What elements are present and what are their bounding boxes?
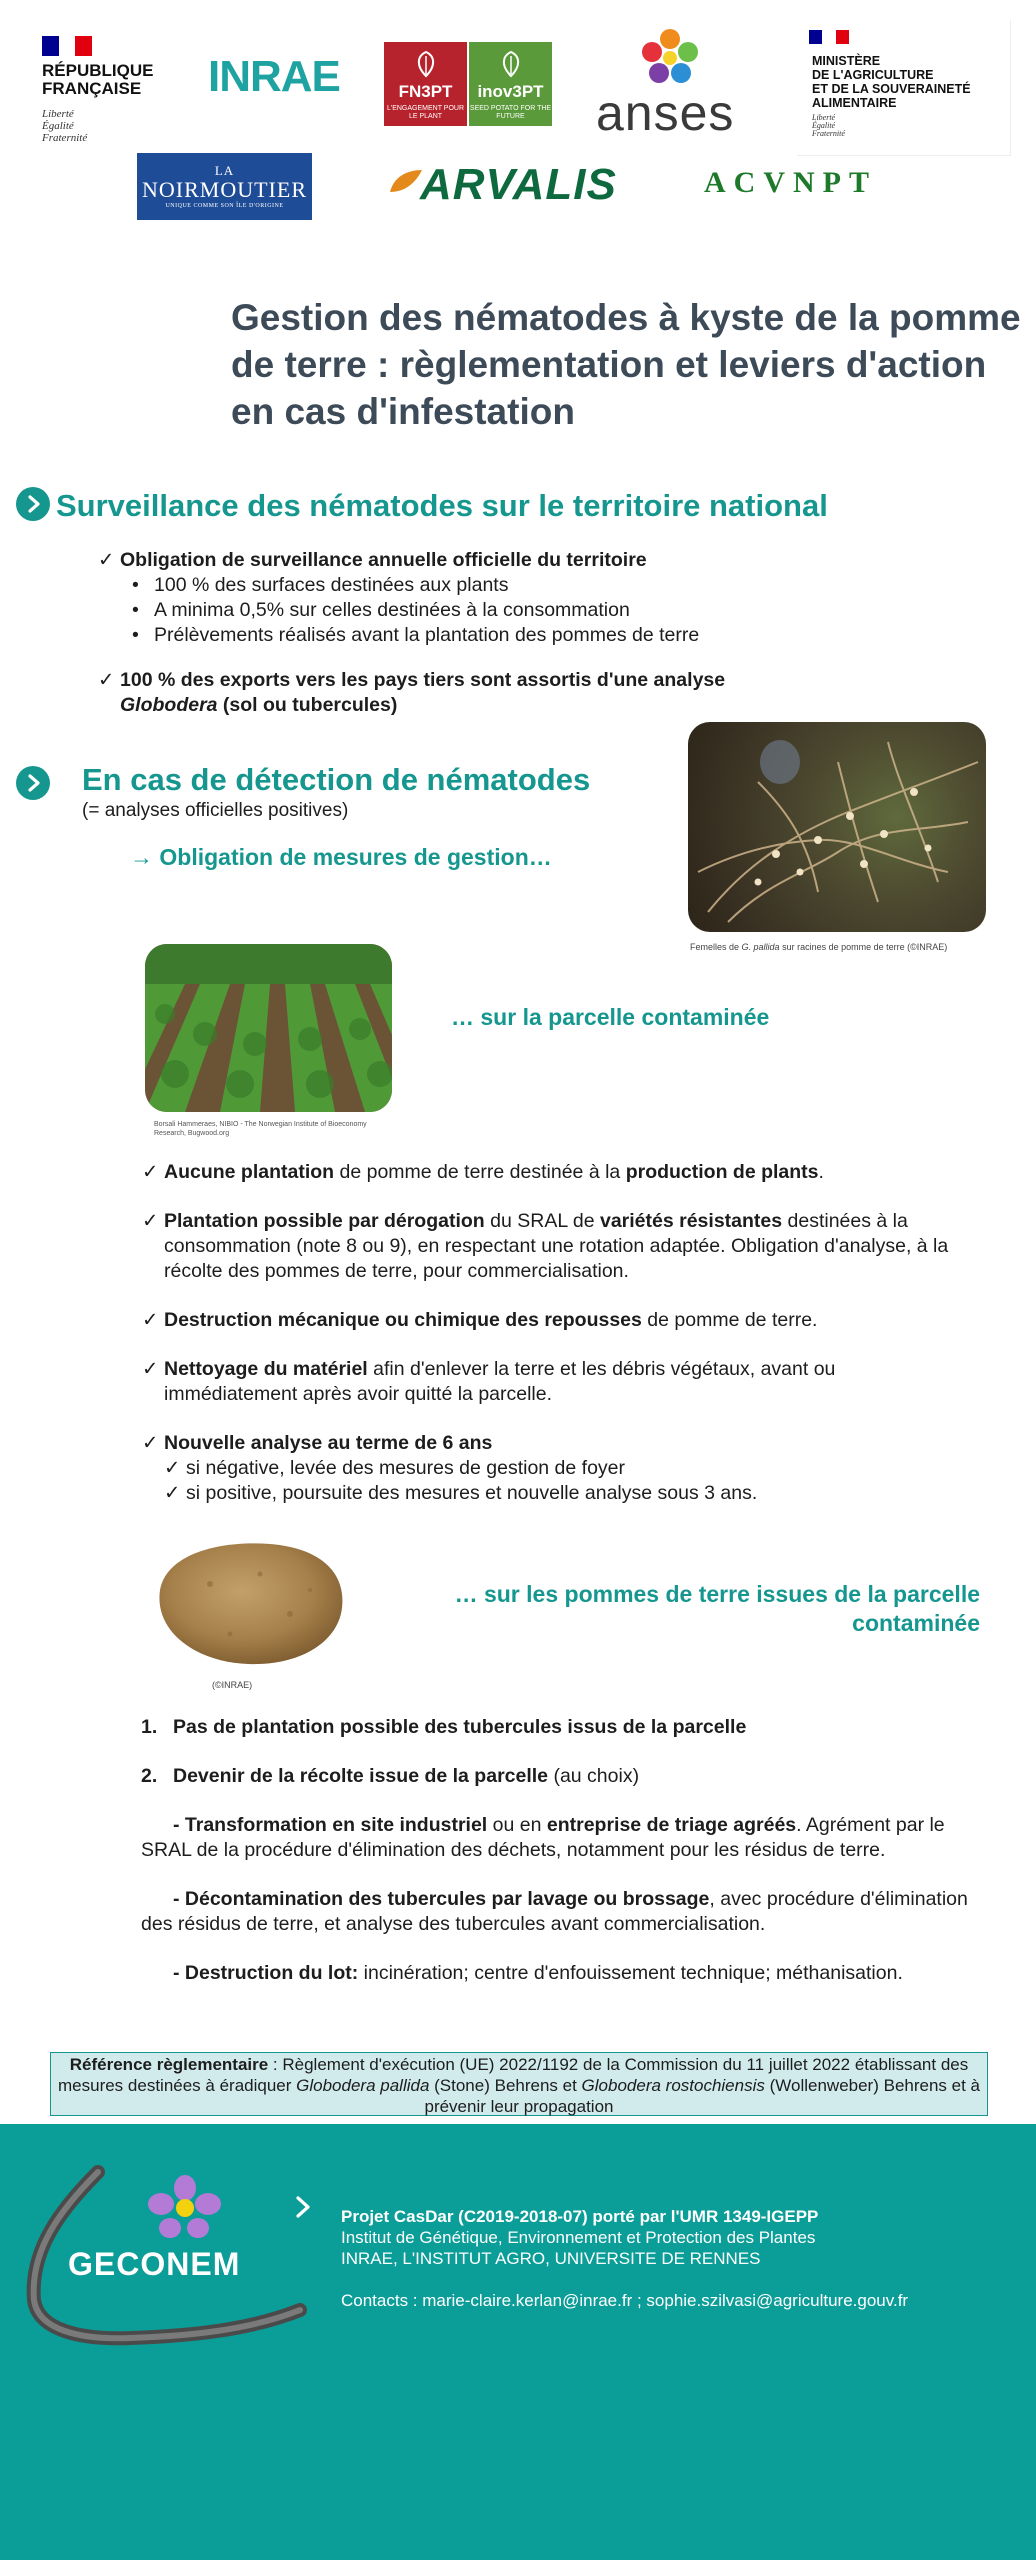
french-flag-icon bbox=[809, 30, 849, 44]
surveillance-obligation: ✓ Obligation de surveillance annuelle officielle du territoire bbox=[98, 548, 938, 573]
inov3pt-tagline: SEED POTATO FOR THE FUTURE bbox=[469, 105, 552, 120]
potato-flower-icon bbox=[148, 2174, 222, 2238]
footer-contacts: Contacts : marie-claire.kerlan@inrae.fr ; sophie.szilvasi@agriculture.gouv.fr bbox=[341, 2291, 909, 2310]
parcelle-heading: … sur la parcelle contaminée bbox=[451, 1004, 770, 1030]
photo-potato bbox=[140, 1534, 352, 1672]
leaf-icon bbox=[413, 50, 439, 78]
rf-motto1: Liberté bbox=[42, 108, 74, 120]
photo-roots bbox=[688, 722, 986, 932]
ministere-line4: ALIMENTAIRE bbox=[812, 96, 897, 110]
photo-roots-caption: Femelles de G. pallida sur racines de pomme de terre (©INRAE) bbox=[690, 942, 948, 952]
pdt-heading: … sur les pommes de terre issues de la parcelle contaminée bbox=[454, 1581, 980, 1636]
ministere-line3: ET DE LA SOUVERAINETÉ bbox=[812, 82, 971, 96]
chevron-right-icon bbox=[16, 487, 50, 521]
logo-arvalis: ARVALIS bbox=[420, 160, 617, 209]
chevron-right-icon bbox=[292, 2196, 314, 2218]
photo-potato-caption: (©INRAE) bbox=[212, 1680, 253, 1690]
french-flag-icon bbox=[42, 36, 92, 56]
footer bbox=[0, 2124, 1036, 2560]
ministere-motto3: Fraternité bbox=[812, 129, 845, 138]
arvalis-leaf-icon bbox=[388, 168, 424, 194]
chevron-right-icon bbox=[16, 766, 50, 800]
list-item: - Transformation en site industriel ou en entreprise de triage agréés. Agrément par le SRAL de la procédure d'élimination des déchets, notamment pour les résidus de terre. bbox=[141, 1814, 945, 1861]
list-item: - Destruction du lot: incinération; centre d'enfouissement technique; méthanisation. bbox=[173, 1962, 903, 1984]
obligation-gestion: → Obligation de mesures de gestion… bbox=[130, 844, 552, 870]
surveillance-list bbox=[122, 573, 938, 648]
logo-anses: anses bbox=[596, 85, 735, 141]
fn3pt-name: FN3PT bbox=[398, 82, 453, 101]
list-item: ✓ si positive, poursuite des mesures et nouvelle analyse sous 3 ans. bbox=[164, 1481, 972, 1506]
reference-box: Référence règlementaire : Règlement d'exécution (UE) 2022/1192 de la Commission du 11 juillet 2022 établissant des mesures destinées à éradiquer Globodera pallida (Stone) Behrens et Globodera rostochiensis (Wollenweber) Behrens et à prévenir leur propagation bbox=[50, 2052, 988, 2116]
noir-line3: UNIQUE COMME SON ÎLE D'ORIGINE bbox=[165, 203, 284, 209]
footer-brand: GECONEM bbox=[68, 2246, 241, 2282]
footer-project: Projet CasDar (C2019-2018-07) porté par l'UMR 1349-IGEPP bbox=[341, 2207, 819, 2226]
list-item: ✓ Destruction mécanique ou chimique des repousses de pomme de terre. bbox=[142, 1308, 972, 1333]
fn3pt-tagline: L'ENGAGEMENT POUR LE PLANT bbox=[386, 105, 465, 120]
section-surveillance-heading: Surveillance des nématodes sur le territoire national bbox=[56, 488, 828, 523]
footer-partners: INRAE, L'INSTITUT AGRO, UNIVERSITE DE RENNES bbox=[341, 2249, 761, 2268]
parcelle-measures bbox=[142, 1160, 972, 1506]
rf-motto2: Égalité bbox=[42, 120, 74, 132]
surveillance-block bbox=[98, 548, 938, 718]
harvest-measures bbox=[141, 1715, 981, 1986]
logo-acvnpt: ACVNPT bbox=[704, 166, 877, 199]
list-item: - Décontamination des tubercules par lavage ou brossage, avec procédure d'élimination des résidus de terre, et analyse des tubercules avant commercialisation. bbox=[141, 1888, 968, 1935]
list-item: • 100 % des surfaces destinées aux plants bbox=[122, 573, 938, 598]
list-item: ✓ Aucune plantation de pomme de terre destinée à la production de plants. bbox=[142, 1160, 972, 1185]
list-item: ✓ Nouvelle analyse au terme de 6 ans bbox=[142, 1431, 972, 1456]
detection-subheading: (= analyses officielles positives) bbox=[82, 800, 349, 821]
ministere-motto2: Égalité bbox=[812, 121, 836, 130]
list-item: • Prélèvements réalisés avant la plantation des pommes de terre bbox=[122, 623, 938, 648]
rf-motto3: Fraternité bbox=[42, 132, 88, 144]
reference-label: Référence règlementaire bbox=[69, 2055, 269, 2074]
inov3pt-name: inov3PT bbox=[477, 82, 544, 101]
list-item: 2. Devenir de la récolte issue de la parcelle (au choix) bbox=[141, 1765, 640, 1787]
ministere-line2: DE L'AGRICULTURE bbox=[812, 68, 934, 82]
ministere-motto1: Liberté bbox=[812, 113, 836, 122]
logo-fn3pt bbox=[384, 42, 467, 126]
list-item: ✓ si négative, levée des mesures de gestion de foyer bbox=[164, 1456, 972, 1481]
anses-flower-icon bbox=[640, 28, 700, 88]
footer-institute: Institut de Génétique, Environnement et Protection des Plantes bbox=[341, 2228, 816, 2247]
list-item: 1. Pas de plantation possible des tubercules issus de la parcelle bbox=[141, 1716, 747, 1738]
page-title: Gestion des nématodes à kyste de la pomme de terre : règlementation et leviers d'action en cas d'infestation bbox=[231, 297, 1021, 432]
logo-ministere bbox=[812, 54, 971, 110]
photo-field-caption: Borsali Hammeraes, NIBIO - The Norwegian Institute of Bioeconomy Research, Bugwood.org bbox=[154, 1121, 367, 1137]
leaf-icon bbox=[498, 50, 524, 78]
rf-line2: FRANÇAISE bbox=[42, 79, 142, 98]
noir-line1: LA bbox=[214, 163, 235, 178]
roots-image bbox=[688, 722, 986, 932]
ministere-line1: MINISTÈRE bbox=[812, 54, 881, 68]
list-item: ✓ Nettoyage du matériel afin d'enlever la terre et les débris végétaux, avant ou immédiatement après avoir quitté la parcelle. bbox=[142, 1357, 972, 1407]
photo-field bbox=[145, 944, 392, 1112]
rf-line1: RÉPUBLIQUE bbox=[42, 61, 154, 80]
logo-inrae: INRAE bbox=[208, 52, 340, 101]
field-image bbox=[145, 944, 392, 1112]
list-item: • A minima 0,5% sur celles destinées à la consommation bbox=[122, 598, 938, 623]
logo-inov3pt bbox=[469, 42, 552, 126]
noir-line2: NOIRMOUTIER bbox=[142, 177, 307, 202]
sub-check-list bbox=[142, 1456, 972, 1506]
logo-la-noirmoutier bbox=[137, 153, 312, 220]
exports-statement: ✓ 100 % des exports vers les pays tiers sont assortis d'une analyse Globodera (sol ou tubercules) bbox=[98, 668, 938, 718]
list-item: ✓ Plantation possible par dérogation du SRAL de variétés résistantes destinées à la consommation (note 8 ou 9), en respectant une rotation adaptée. Obligation d'analyse, à la récolte des pommes de terre, pour commercialisation. bbox=[142, 1209, 972, 1284]
section-detection-heading: En cas de détection de nématodes bbox=[82, 762, 591, 797]
